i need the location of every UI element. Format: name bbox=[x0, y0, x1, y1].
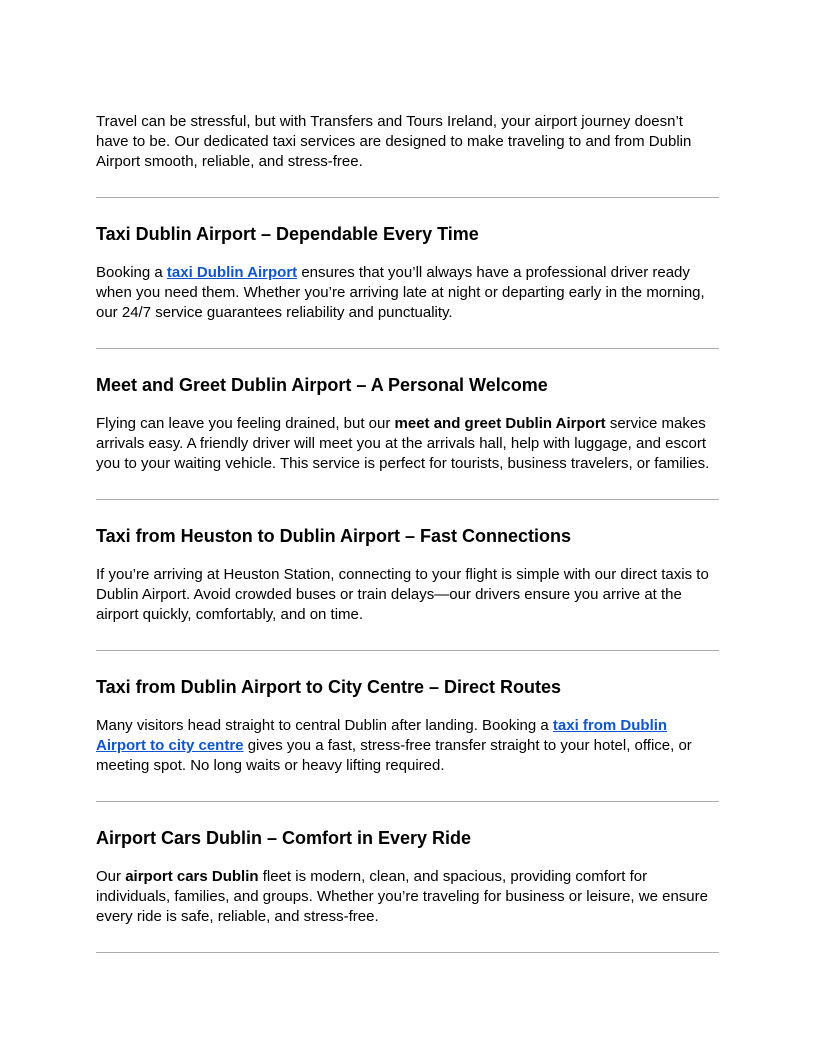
taxi-dublin-airport-link[interactable]: taxi Dublin Airport bbox=[166, 264, 298, 281]
section-paragraph bbox=[96, 867, 719, 927]
text-run: Booking a bbox=[96, 264, 167, 281]
section-paragraph bbox=[96, 565, 719, 625]
section-heading: Meet and Greet Dublin Airport – A Personal Welcome bbox=[96, 375, 548, 395]
text-run: Many visitors head straight to central Dublin after landing. Booking a bbox=[96, 717, 553, 734]
section-divider bbox=[96, 650, 719, 651]
bold-keyword: meet and greet Dublin Airport bbox=[394, 415, 606, 432]
section-heading: Airport Cars Dublin – Comfort in Every Ride bbox=[96, 828, 472, 848]
section-divider bbox=[96, 348, 719, 349]
text-run: Flying can leave you feeling drained, but our bbox=[96, 415, 395, 432]
text-run: gives you a fast, stress-free transfer straight to your hotel, office, or meeting spot. No long waits or heavy lifting required. bbox=[96, 737, 692, 774]
section-paragraph bbox=[96, 716, 719, 776]
section-divider bbox=[96, 499, 719, 500]
section-divider bbox=[96, 197, 719, 198]
taxi-dublin-airport-city-centre-link[interactable]: taxi from Dublin Airport to city centre bbox=[96, 717, 668, 754]
text-run: service makes arrivals easy. A friendly driver will meet you at the arrivals hall, help with luggage, and escort you to your waiting vehicle. This service is perfect for tourists, business travelers, or families. bbox=[96, 415, 710, 472]
intro-paragraph: Travel can be stressful, but with Transfers and Tours Ireland, your airport journey doesn’t have to be. Our dedicated taxi services are designed to make traveling to and from Dublin Airport smooth, reliable, and stress-free. bbox=[96, 113, 692, 170]
text-run: fleet is modern, clean, and spacious, providing comfort for individuals, families, and groups. Whether you’re traveling for business or leisure, we ensure every ride is safe, reliable, and stress-free. bbox=[96, 868, 708, 925]
section-paragraph bbox=[96, 263, 719, 323]
section-heading: Taxi from Heuston to Dublin Airport – Fast Connections bbox=[96, 526, 572, 546]
bottom-divider bbox=[96, 952, 719, 953]
text-run: If you’re arriving at Heuston Station, connecting to your flight is simple with our direct taxis to Dublin Airport. Avoid crowded buses or train delays—our drivers ensure you arrive at the airport quickly, comfortably, and on time. bbox=[96, 566, 709, 623]
document-sections bbox=[96, 197, 719, 953]
section-paragraph bbox=[96, 414, 719, 474]
section-divider bbox=[96, 801, 719, 802]
section-heading: Taxi from Dublin Airport to City Centre – Direct Routes bbox=[96, 677, 562, 697]
bold-keyword: airport cars Dublin bbox=[125, 868, 259, 885]
section-heading: Taxi Dublin Airport – Dependable Every Time bbox=[96, 224, 479, 244]
text-run: Our bbox=[96, 868, 126, 885]
text-run: ensures that you’ll always have a professional driver ready when you need them. Whether you’re arriving late at night or departing early in the morning, our 24/7 service guarantees reliability and punctuality. bbox=[96, 264, 705, 321]
